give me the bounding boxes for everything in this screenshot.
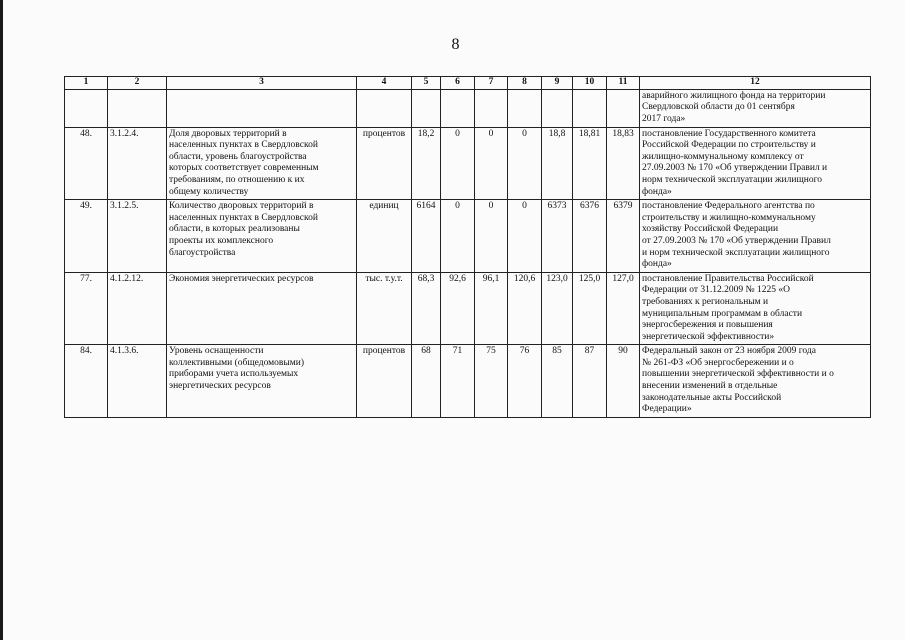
source-document: постановление Правительства Российской Федерации от 31.12.2009 № 1225 «О требованиях к региональным и муниципальным программам в области энергосбережения и повышения энергетической эффективности» xyxy=(640,272,871,345)
value-cell: 6373 xyxy=(542,200,573,273)
value-cell: 6376 xyxy=(573,200,607,273)
value-cell: 6164 xyxy=(412,200,441,273)
value-cell: 18,2 xyxy=(412,127,441,200)
indicator-name: Экономия энергетических ресурсов xyxy=(167,272,357,345)
page-number: 8 xyxy=(451,36,460,53)
col-header: 4 xyxy=(357,77,412,90)
col-header: 1 xyxy=(65,77,108,90)
row-code: 3.1.2.5. xyxy=(108,200,167,273)
value-cell: 6379 xyxy=(607,200,640,273)
value-cell: 0 xyxy=(508,127,542,200)
unit: тыс. т.у.т. xyxy=(357,272,412,345)
table-row xyxy=(65,272,871,345)
row-number: 49. xyxy=(65,200,108,273)
value-cell: 68 xyxy=(412,345,441,418)
value-cell: 71 xyxy=(441,345,475,418)
value-cell: 18,8 xyxy=(542,127,573,200)
table-row xyxy=(65,127,871,200)
row-number: 84. xyxy=(65,345,108,418)
value-cell: 76 xyxy=(508,345,542,418)
col-header: 2 xyxy=(108,77,167,90)
source-document: постановление Государственного комитета Российской Федерации по строительству и жилищно-коммунальному комплексу от 27.09.2003 № 170 «Об утверждении Правил и норм технической эксплуатации жилищного фонда» xyxy=(640,127,871,200)
value-cell: 0 xyxy=(475,200,508,273)
col-header: 11 xyxy=(607,77,640,90)
unit: единиц xyxy=(357,200,412,273)
value-cell: 0 xyxy=(475,127,508,200)
col-header: 10 xyxy=(573,77,607,90)
indicator-name: Доля дворовых территорий в населенных пунктах в Свердловской области, уровень благоустройства которых соответствует современным требованиям, по отношению к их общему количеству xyxy=(167,127,357,200)
col-header: 5 xyxy=(412,77,441,90)
value-cell: 127,0 xyxy=(607,272,640,345)
table-row xyxy=(65,200,871,273)
value-cell: 120,6 xyxy=(508,272,542,345)
value-cell: 0 xyxy=(508,200,542,273)
value-cell: 90 xyxy=(607,345,640,418)
value-cell: 96,1 xyxy=(475,272,508,345)
header-row xyxy=(65,77,871,90)
value-cell: 0 xyxy=(441,200,475,273)
col-header: 12 xyxy=(640,77,871,90)
col-header: 3 xyxy=(167,77,357,90)
value-cell: 92,6 xyxy=(441,272,475,345)
indicators-table xyxy=(64,76,871,418)
continuation-row xyxy=(65,89,871,127)
row-code: 3.1.2.4. xyxy=(108,127,167,200)
value-cell: 85 xyxy=(542,345,573,418)
value-cell: 18,81 xyxy=(573,127,607,200)
source-document: постановление Федерального агентства по строительству и жилищно-коммунальному хозяйству Российской Федерации от 27.09.2003 № 170 «Об утверждении Правил и норм технической эксплуатации жилищного фонда» xyxy=(640,200,871,273)
indicator-name: Уровень оснащенности коллективными (общедомовыми) приборами учета используемых энергетических ресурсов xyxy=(167,345,357,418)
unit: процентов xyxy=(357,127,412,200)
value-cell: 0 xyxy=(441,127,475,200)
value-cell: 18,83 xyxy=(607,127,640,200)
col-header: 7 xyxy=(475,77,508,90)
continuation-note: аварийного жилищного фонда на территории Свердловской области до 01 сентября 2017 года» xyxy=(640,89,871,127)
indicator-name: Количество дворовых территорий в населенных пунктах в Свердловской области, в которых реализованы проекты их комплексного благоустройства xyxy=(167,200,357,273)
unit: процентов xyxy=(357,345,412,418)
value-cell: 75 xyxy=(475,345,508,418)
value-cell: 68,3 xyxy=(412,272,441,345)
value-cell: 125,0 xyxy=(573,272,607,345)
col-header: 8 xyxy=(508,77,542,90)
col-header: 9 xyxy=(542,77,573,90)
table-row xyxy=(65,345,871,418)
value-cell: 87 xyxy=(573,345,607,418)
source-document: Федеральный закон от 23 ноября 2009 года № 261-ФЗ «Об энергосбережении и о повышении энергетической эффективности и о внесении изменений в отдельные законодательные акты Российской Федерации» xyxy=(640,345,871,418)
row-code: 4.1.3.6. xyxy=(108,345,167,418)
row-number: 77. xyxy=(65,272,108,345)
value-cell: 123,0 xyxy=(542,272,573,345)
col-header: 6 xyxy=(441,77,475,90)
row-number: 48. xyxy=(65,127,108,200)
row-code: 4.1.2.12. xyxy=(108,272,167,345)
